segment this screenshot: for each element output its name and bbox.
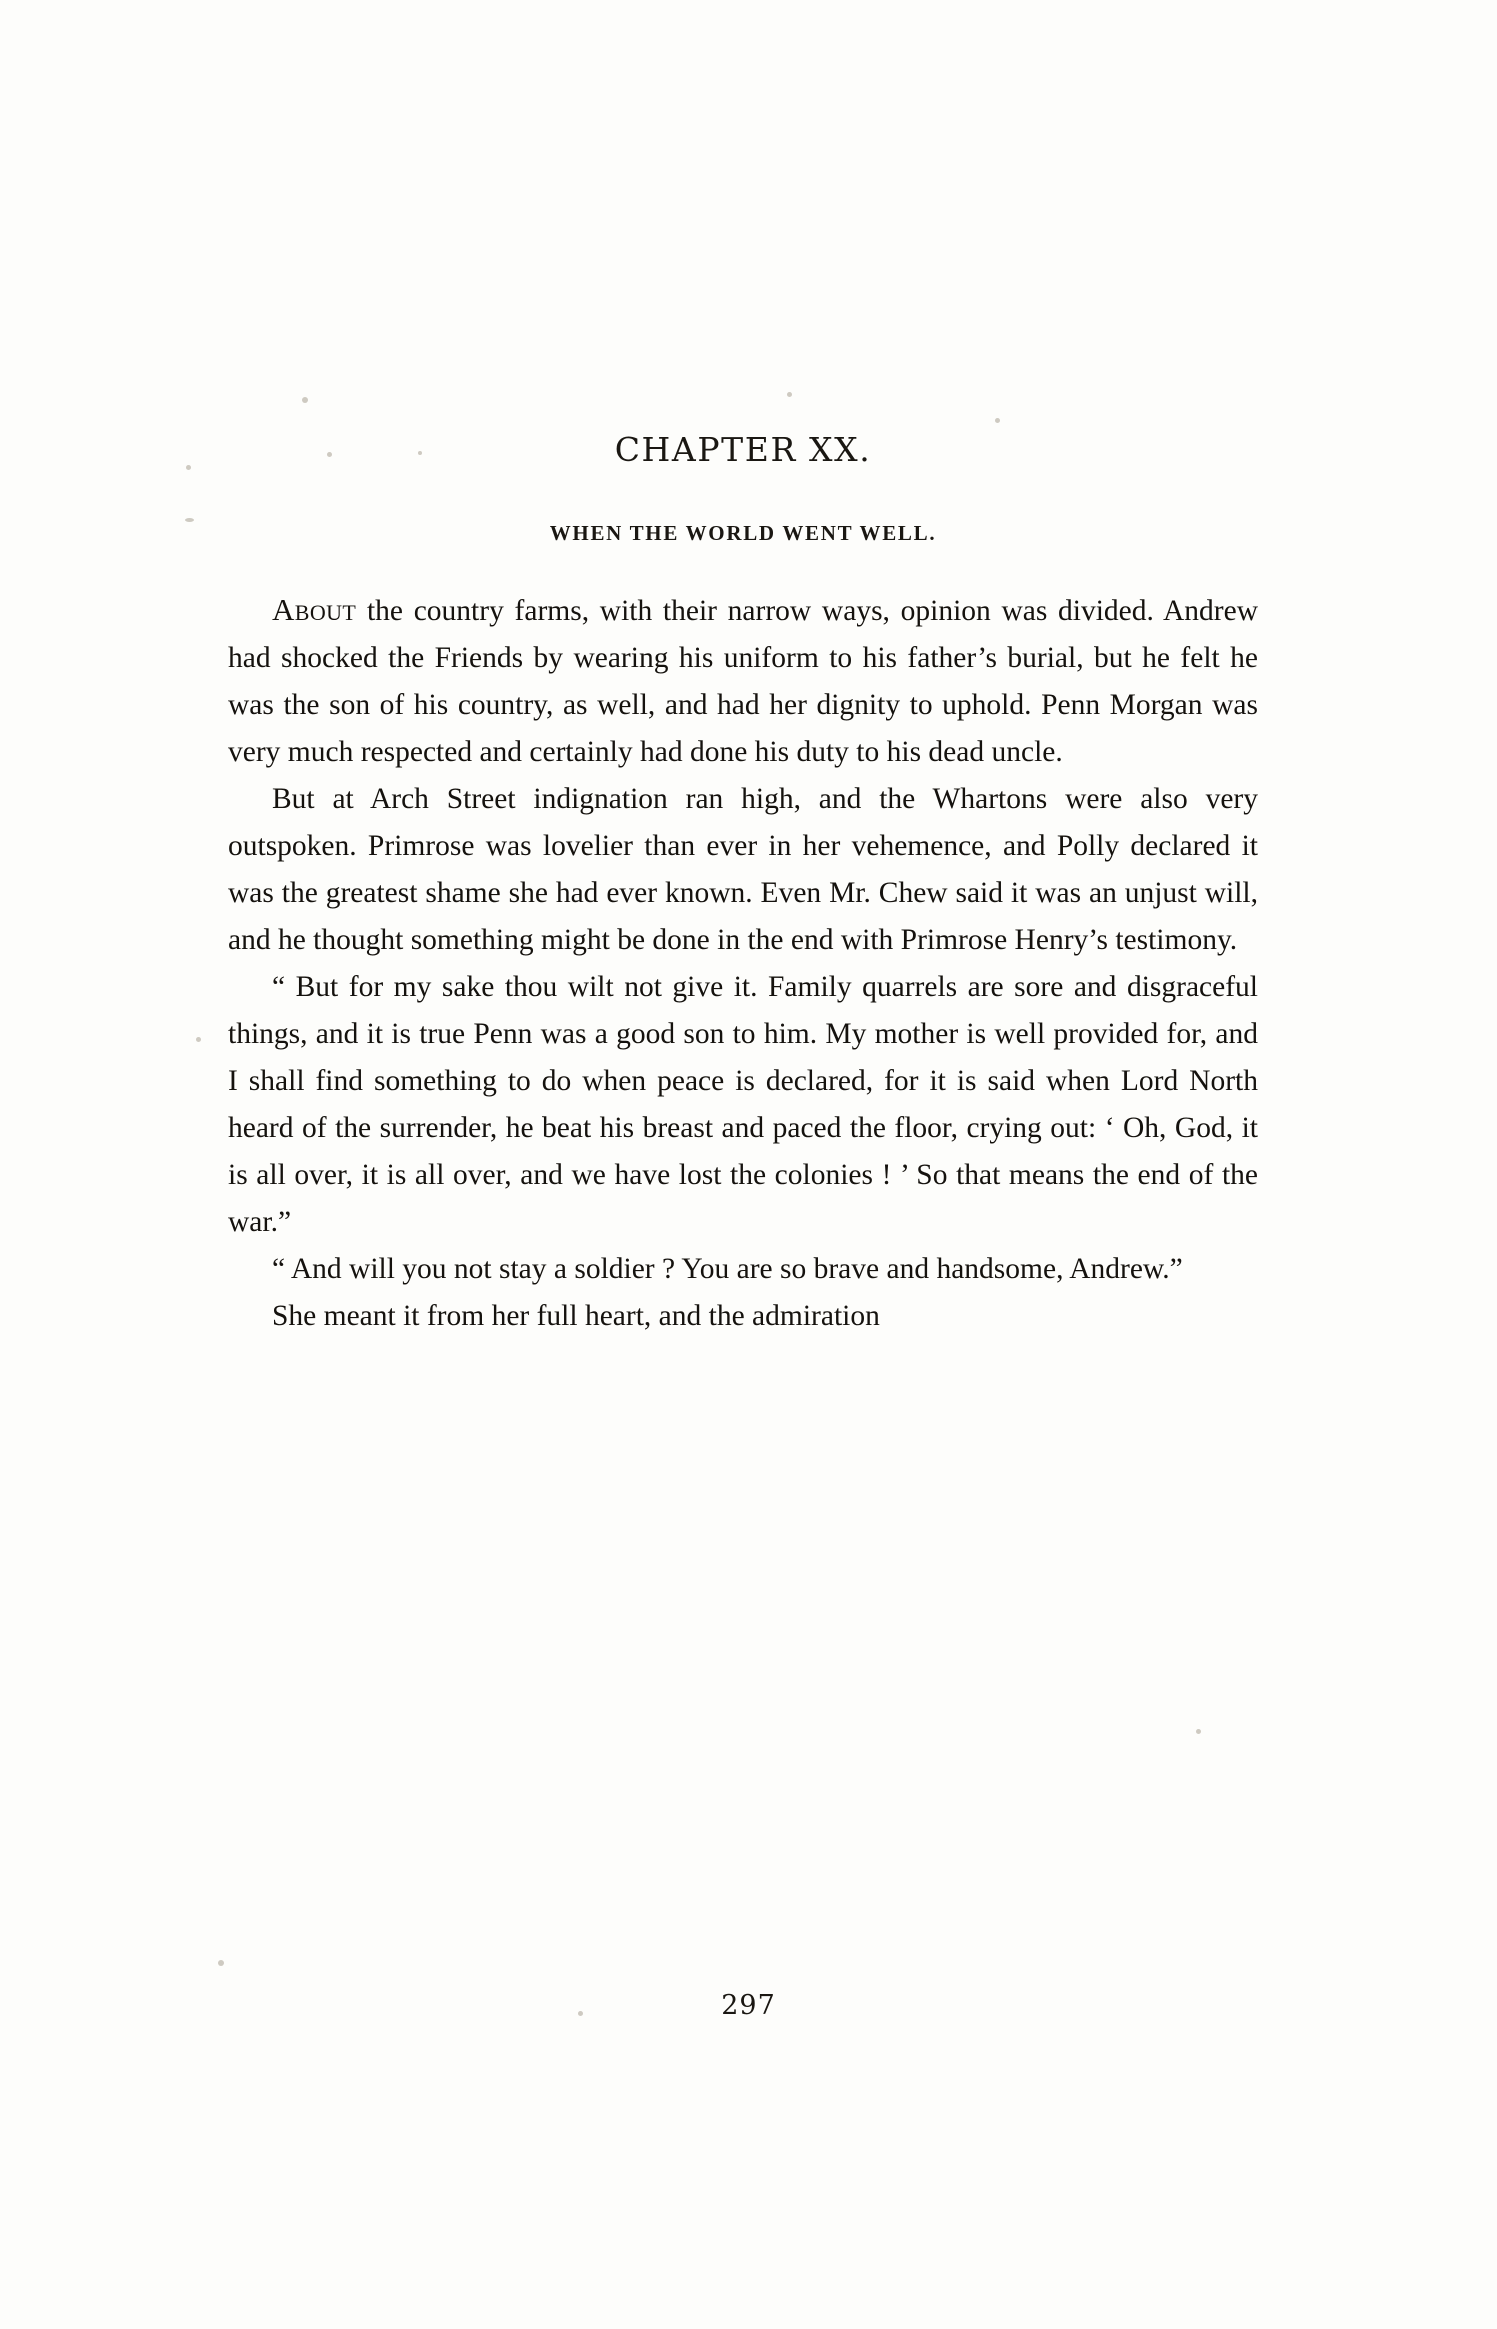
paragraph-2 [228,776,1258,964]
paragraph-3-text: “ But for my sake thou wilt not give it. Family quarrels are sore and disgraceful things, and it is true Penn was a good son to him. My mother is well provided for, and I shall find something to do when peace is declared, for it is said when Lord North heard of the surrender, he beat his breast and paced the floor, crying out: ‘ Oh, God, it is all over, it is all over, and we have lost the colonies ! ’ So that means the end of the war.” [228,971,1258,1238]
paragraph-4-text: “ And will you not stay a soldier ? You are so brave and handsome, Andrew.” [272,1253,1183,1285]
page-speckle [787,392,792,397]
page-number: 297 [721,1990,776,2021]
page-speckle [302,397,308,403]
paragraph-5 [228,1293,1258,1340]
paragraph-1-lead-smallcaps: About [272,592,357,627]
chapter-title: CHAPTER XX. [614,430,872,469]
page-speckle [1196,1729,1201,1734]
paragraph-1 [228,586,1258,776]
paragraph-1-text: the country farms, with their narrow ways, opinion was divided. Andrew had shocked the Friends by wearing his uniform to his father’s burial, but he felt he was the son of his country, as well, and had her dignity to uphold. Penn Morgan was very much respected and certainly had done his duty to his dead uncle. [228,595,1258,768]
page-speckle [218,1960,224,1966]
page-speckle [186,465,191,470]
paragraph-3 [228,964,1258,1246]
paragraph-2-text: But at Arch Street indignation ran high, and the Whartons were also very outspoken. Primrose was lovelier than ever in her vehemence, and Polly declared it was the greatest shame she had ever known. Even Mr. Chew said it was an unjust will, and he thought something might be done in the end with Primrose Henry’s testimony. [228,783,1258,956]
paragraph-5-text: She meant it from her full heart, and the admiration [272,1300,880,1332]
page-speckle [185,518,194,522]
paragraph-4 [228,1246,1258,1293]
page-speckle [196,1037,201,1042]
page-speckle [995,418,1000,423]
chapter-subtitle: WHEN THE WORLD WENT WELL. [549,521,937,545]
page-content [228,430,1258,1340]
